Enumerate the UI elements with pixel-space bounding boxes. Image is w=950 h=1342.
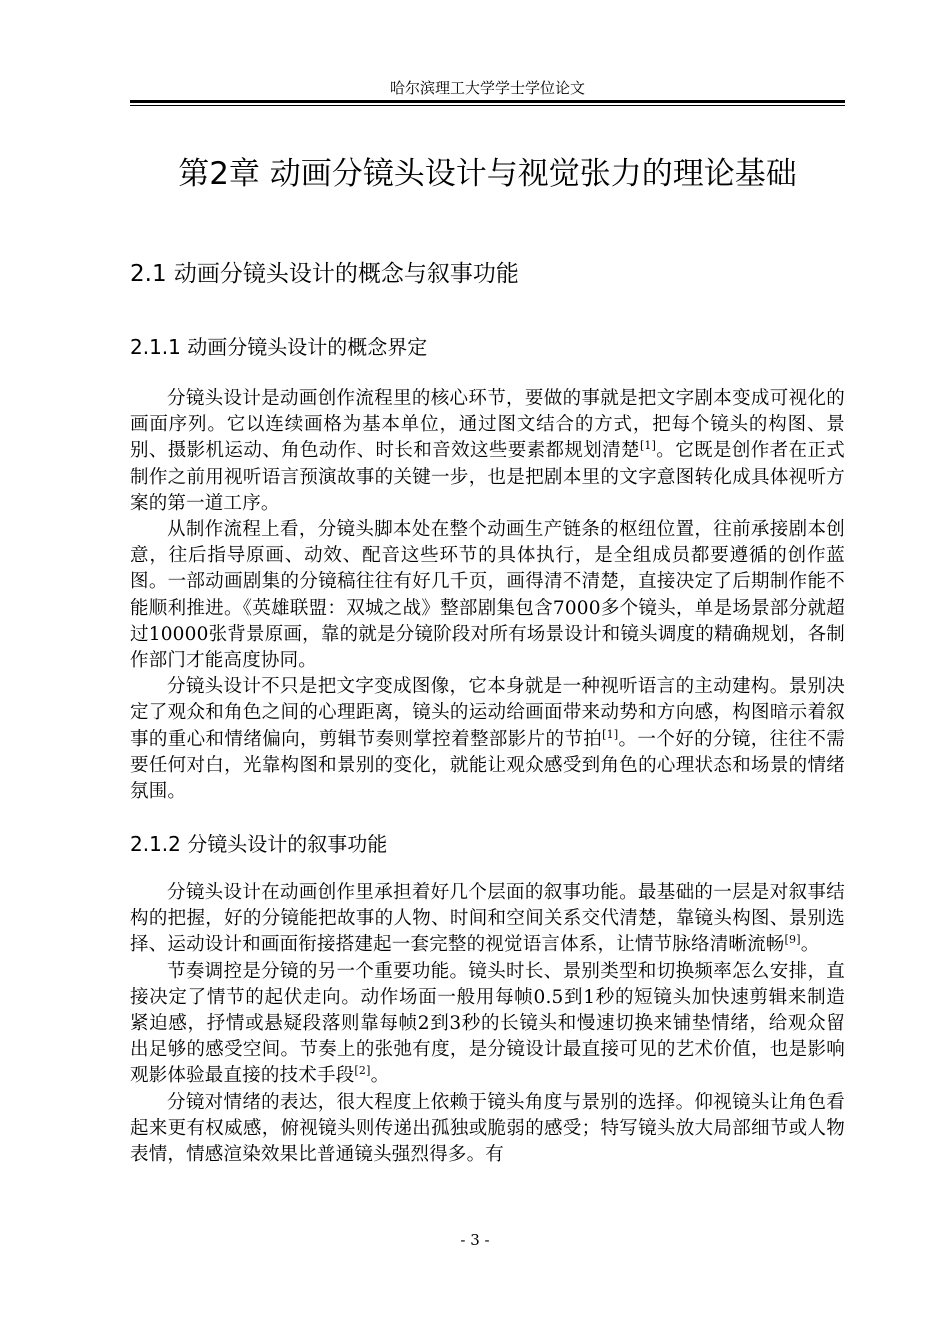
paragraph	[130, 1090, 845, 1169]
citation: [1]	[602, 727, 619, 741]
header-rule-thin	[130, 105, 845, 106]
paragraph	[130, 959, 845, 1090]
paragraph-text: 分镜对情绪的表达，很大程度上依赖于镜头角度与景别的选择。仰视镜头让角色看起来更有权威感，俯视镜头则传递出孤独或脆弱的感受；特写镜头放大局部细节或人物表情，情感渲染效果比普通镜头强烈得多。有	[130, 1091, 845, 1166]
page-number: - 3 -	[460, 1231, 490, 1249]
paragraph-text: 从制作流程上看，分镜头脚本处在整个动画生产链条的枢纽位置，往前承接剧本创意，往后指导原画、动效、配音这些环节的具体执行，是全组成员都要遵循的创作蓝图。一部动画剧集的分镜稿往往有好几千页，画得清不清楚，直接决定了后期制作能不能顺利推进。《英雄联盟：双城之战》整部剧集包含7000多个镜头，单是场景部分就超过10000张背景原画，靠的就是分镜阶段对所有场景设计和镜头调度的精确规划，各制作部门才能高度协同。	[130, 519, 845, 672]
subsection-heading-1: 2.1.1 动画分镜头设计的概念界定	[130, 335, 428, 359]
paragraph-text: 节奏调控是分镜的另一个重要功能。镜头时长、景别类型和切换频率怎么安排，直接决定了情节的起伏走向。动作场面一般用每帧0.5到1秒的短镜头加快速剪辑来制造紧迫感，抒情或悬疑段落则靠每帧2到3秒的长镜头和慢速切换来铺垫情绪，给观众留出足够的感受空间。节奏上的张弛有度，是分镜设计最直接可见的艺术价值，也是影响观影体验最直接的技术手段	[130, 960, 845, 1087]
paragraph-text: 。	[370, 1065, 390, 1087]
citation: [1]	[639, 439, 657, 453]
paragraph-text: 。	[800, 934, 820, 956]
section-heading: 2.1 动画分镜头设计的概念与叙事功能	[130, 261, 519, 287]
paragraph	[130, 517, 845, 674]
paragraph	[130, 386, 845, 517]
paragraph-text: 分镜头设计不只是把文字变成图像，它本身就是一种视听语言的主动建构。景别决定了观众和角色之间的心理距离，镜头的运动给画面带来动势和方向感，构图暗示着叙事的重心和情绪偏向，剪辑节奏则掌控着整部影片的节拍	[130, 676, 845, 750]
subsection-1-body	[130, 386, 845, 805]
paragraph-text: 。一个好的分镜，往往不需要任何对白，光靠构图和景别的变化，就能让观众感受到角色的心理状态和场景的情绪氛围。	[130, 728, 845, 803]
paragraph-text: 。它既是创作者在正式制作之前用视听语言预演故事的关键一步，也是把剧本里的文字意图转化成具体视听方案的第一道工序。	[130, 440, 845, 514]
subsection-2-body	[130, 880, 845, 1168]
running-header: 哈尔滨理工大学学士学位论文	[389, 79, 585, 97]
paragraph	[130, 880, 845, 959]
header-rule-thick	[130, 100, 845, 103]
citation: [2]	[354, 1064, 371, 1078]
subsection-heading-2: 2.1.2 分镜头设计的叙事功能	[130, 832, 388, 856]
paragraph	[130, 674, 845, 805]
paragraph-text: 分镜头设计是动画创作流程里的核心环节，要做的事就是把文字剧本变成可视化的画面序列。它以连续画格为基本单位，通过图文结合的方式，把每个镜头的构图、景别、摄影机运动、角色动作、时长和音效这些要素都规划清楚	[130, 388, 845, 462]
citation: [9]	[784, 933, 801, 947]
chapter-title: 第2章 动画分镜头设计与视觉张力的理论基础	[178, 156, 797, 192]
paragraph-text: 分镜头设计在动画创作里承担着好几个层面的叙事功能。最基础的一层是对叙事结构的把握，好的分镜能把故事的人物、时间和空间关系交代清楚，靠镜头构图、景别选择、运动设计和画面衔接搭建起一套完整的视觉语言体系，让情节脉络清晰流畅	[130, 882, 845, 956]
